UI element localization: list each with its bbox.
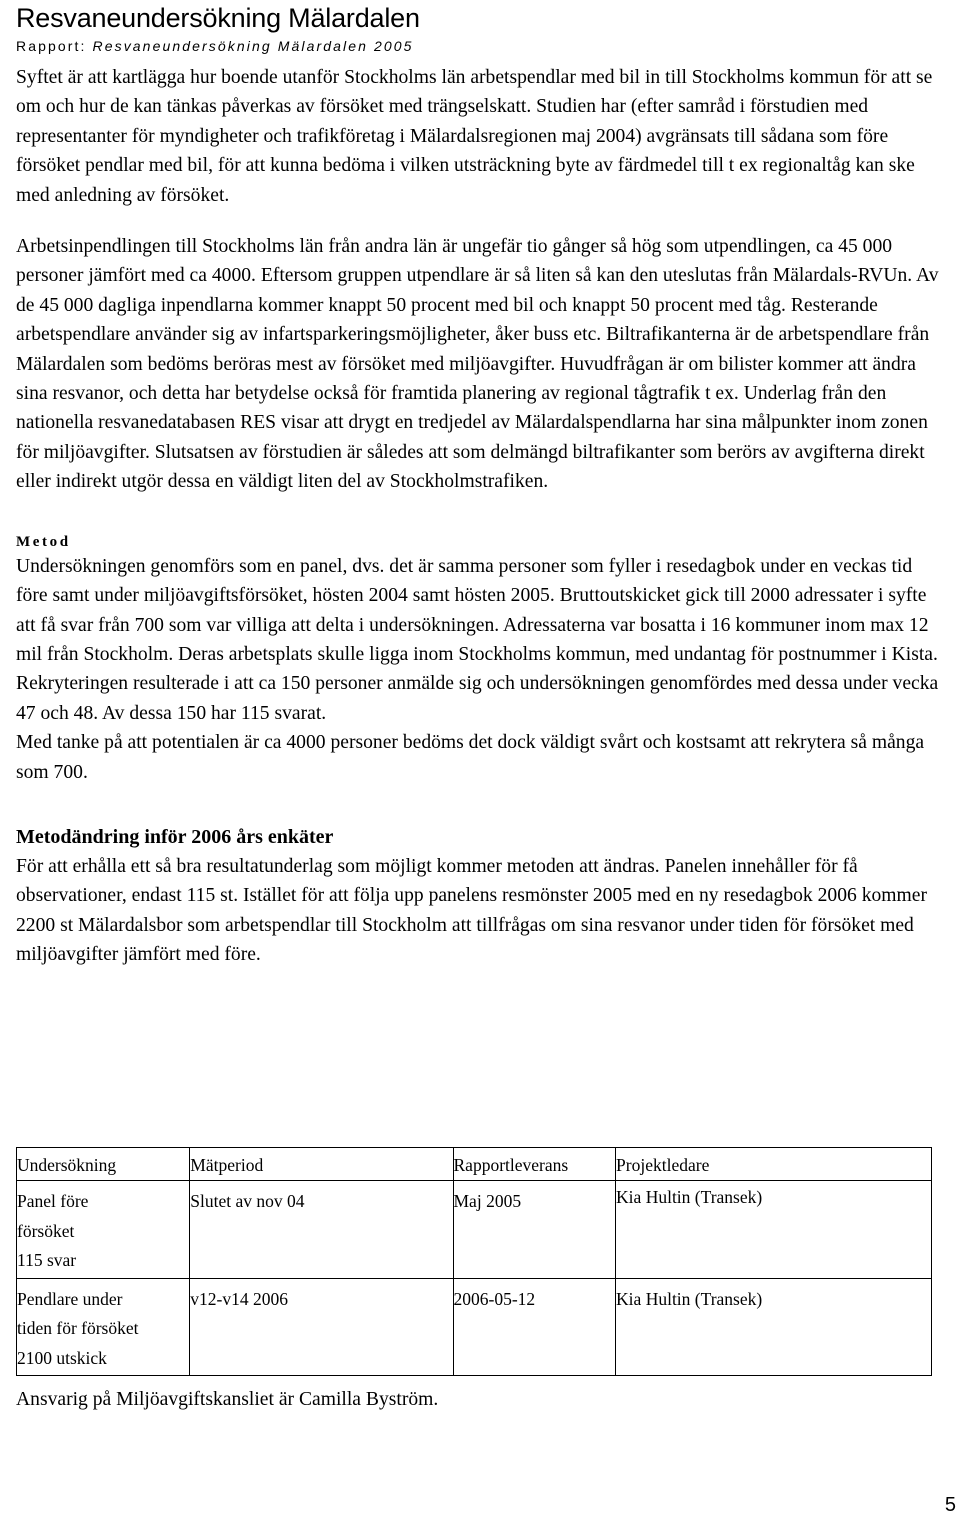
survey-table xyxy=(16,1147,932,1376)
document-page xyxy=(16,0,946,1368)
table-cell-survey: Pendlare under xyxy=(17,1288,123,1309)
page-number: 5 xyxy=(944,1494,956,1516)
table-cell-survey: tiden för försöket xyxy=(17,1318,139,1338)
table-header-cell: Projektledare xyxy=(616,1155,710,1175)
table-header-cell: Undersökning xyxy=(17,1155,117,1175)
table-header-cell: Mätperiod xyxy=(190,1155,264,1175)
report-label: Rapport: xyxy=(16,38,87,54)
commuting-paragraph: Arbetsinpendlingen till Stockholms län från andra län är ungefär tio gånger så hög som utpendlingen, ca 45 000 personer jämfört med ca 4000. Eftersom gruppen utpendlare är så liten så kan den uteslutas från Mälardals-RVUn. Av de 45 000 dagliga inpendlarna kommer knappt 50 procent med bil och knappt 50 procent med tåg. Resterande arbetspendlare använder sig av infartsparkeringsmöjligheter, åker buss etc. Biltrafikanterna är de arbetspendlare från Mälardalen som bedöms beröras mest av försöket med miljöavgifter. Huvudfrågan är om bilister kommer att ändra sina resvanor, och detta har betydelse också för framtida planering av regional tågtrafik t ex. Underlag från den nationella resvanedatabasen RES visar att drygt en tredjedel av Mälardalspendlarna har sina målpunkter inom zonen för miljöavgifter. Slutsatsen av förstudien är således att som delmängd biltrafikanter som berörs av avgifterna direkt eller indirekt utgör dessa en väldigt liten del av Stockholmstrafiken. xyxy=(16,236,939,493)
metod-paragraph-2: Med tanke på att potentialen är ca 4000 personer bedöms det dock väldigt svårt och kostsamt att rekrytera så många som 700. xyxy=(16,732,925,783)
purpose-paragraph: Syftet är att kartlägga hur boende utanför Stockholms län arbetspendlar med bil in till Stockholms kommun för att se om och hur de kan tänkas påverkas av försöket med trängselskatt. Studien har (efter samråd i förstudien med representanter för myndigheter och trafikföretag i Mälardalsregionen maj 2004) avgränsats till sådana som före försöket pendlar med bil, för att kunna bedöma i vilken utsträckning byte av färdmedel till t ex regionaltåg kan ske med anledning av försöket. xyxy=(16,67,933,206)
report-line xyxy=(16,37,946,55)
method-change-heading: Metodändring inför 2006 års enkäter xyxy=(16,825,334,848)
table-row xyxy=(17,1181,932,1279)
metod-heading: Metod xyxy=(16,533,71,550)
table-cell-delivery: 2006-05-12 xyxy=(453,1288,536,1309)
table-cell-period: v12-v14 2006 xyxy=(190,1288,288,1309)
table-header-row xyxy=(17,1148,932,1181)
document-title: Resvaneundersökning Mälardalen xyxy=(16,3,420,33)
report-name: Resvaneundersökning Mälardalen 2005 xyxy=(92,38,414,54)
table-cell-survey: 115 svar xyxy=(17,1250,77,1270)
table-cell-survey: försöket xyxy=(17,1220,75,1241)
table-header-cell: Rapportleverans xyxy=(453,1155,569,1175)
table-row xyxy=(17,1278,932,1376)
table-cell-survey: Panel före xyxy=(17,1191,89,1211)
responsible-note: Ansvarig på Miljöavgiftskansliet är Camilla Byström. xyxy=(16,1389,439,1410)
method-change-paragraph: För att erhålla ett så bra resultatunderlag som möjligt kommer metoden att ändras. Panelen innehåller för få observationer, endast 115 st. Istället för att följa upp panelens resmönster 2005 med en ny resedagbok 2006 kommer 2200 st Mälardalsbor som arbetspendlar till Stockholm att tillfrågas om sina resvanor under tiden för försöket med miljöavgifter jämfört med före. xyxy=(16,855,927,966)
metod-paragraph: Undersökningen genomförs som en panel, dvs. det är samma personer som fyller i resedagbok under en veckas tid före samt under miljöavgiftsförsöket, hösten 2004 samt hösten 2005. Bruttoutskicket gick till 2000 adressater i syfte att få svar från 700 som var villiga att delta i undersökningen. Adressaterna var bosatta i 16 kommuner inom max 12 mil från Stockholm. Deras arbetsplats skulle ligga inom Stockholms kommun, med undantag för postnummer i Kista. Rekryteringen resulterade i att ca 150 personer anmälde sig och undersökningen genomfördes med dessa under vecka 47 och 48. Av dessa 150 har 115 svarat. xyxy=(16,555,939,724)
table-cell-lead: Kia Hultin (Transek) xyxy=(616,1187,763,1207)
table-cell-survey: 2100 utskick xyxy=(17,1347,107,1368)
table-cell-period: Slutet av nov 04 xyxy=(190,1191,305,1211)
table-cell-delivery: Maj 2005 xyxy=(453,1191,522,1211)
table-cell-lead: Kia Hultin (Transek) xyxy=(616,1288,763,1309)
